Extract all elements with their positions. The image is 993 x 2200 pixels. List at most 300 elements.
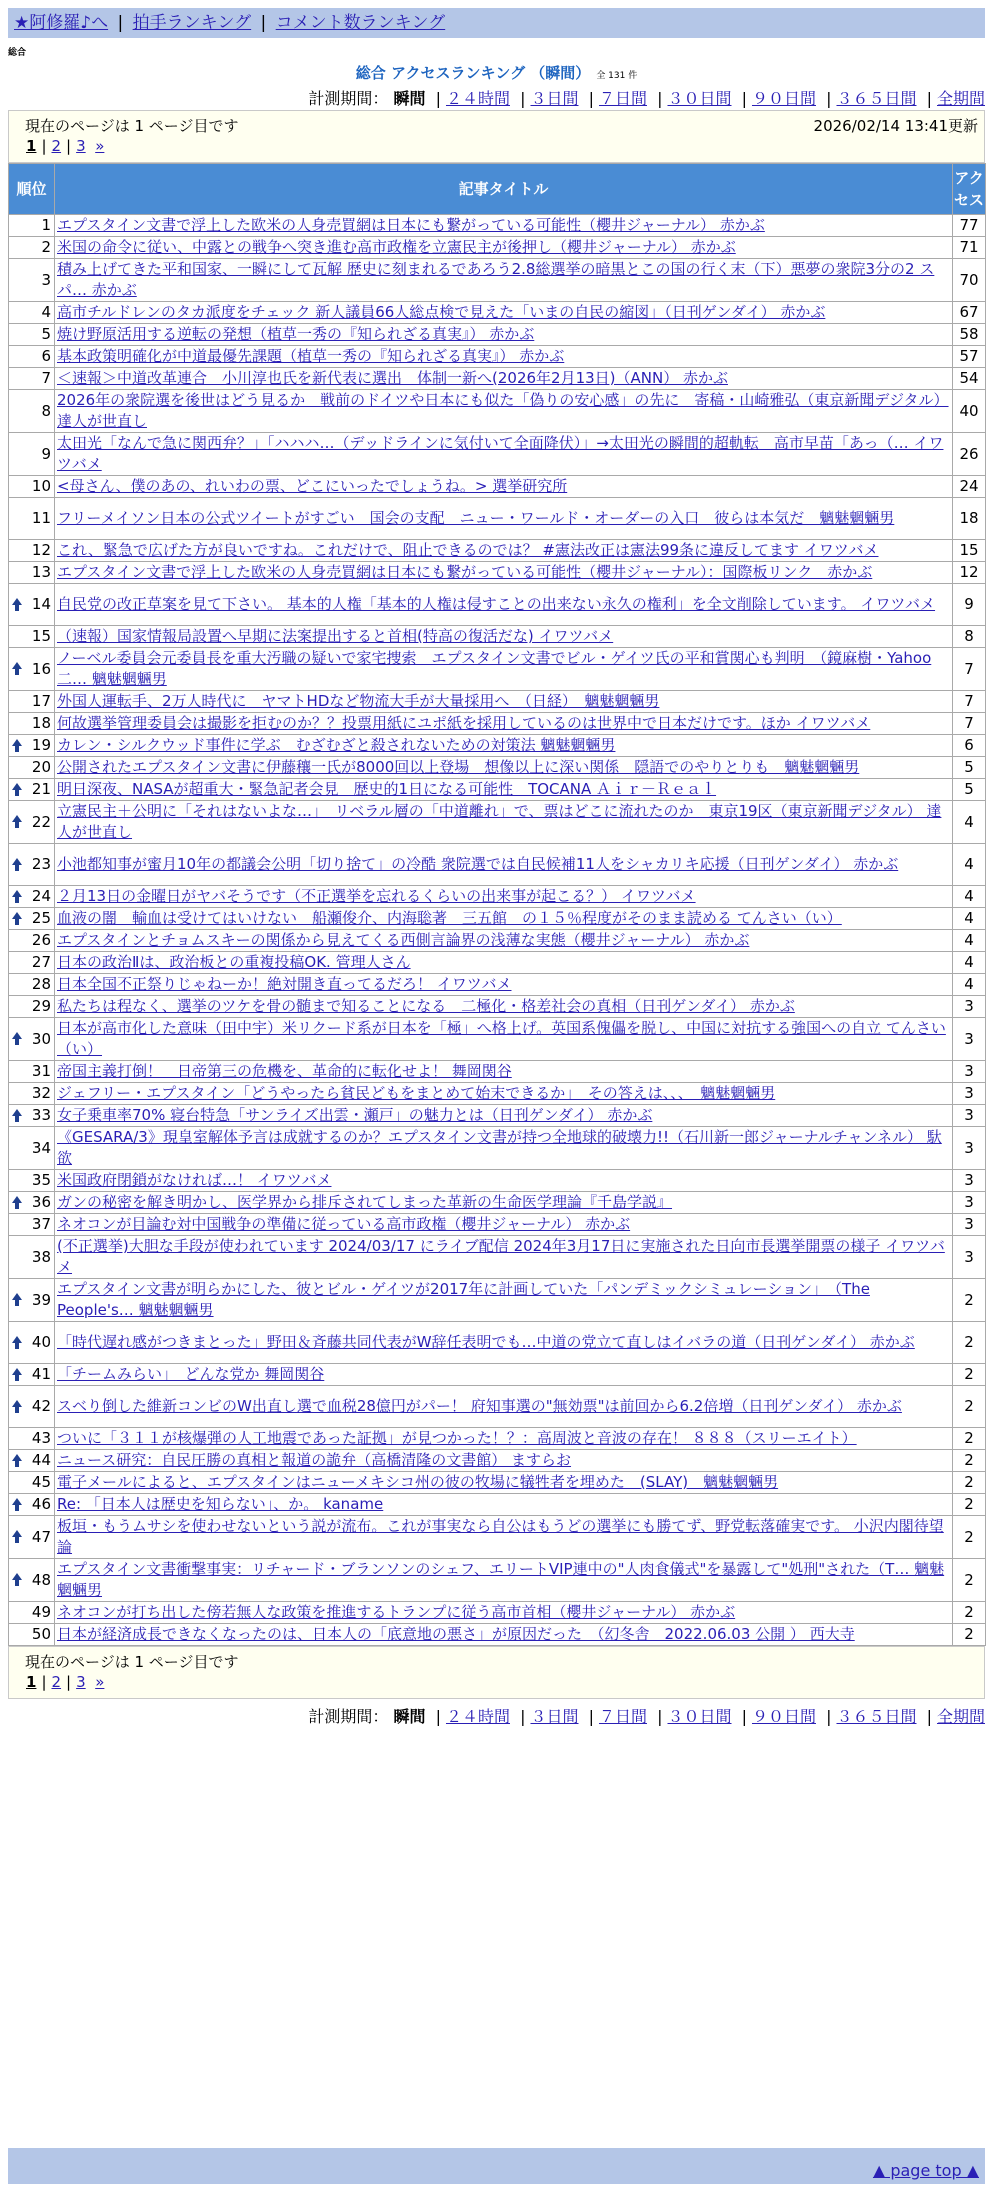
rank-cell (9, 1018, 55, 1061)
top-nav-bar (8, 8, 985, 38)
article-title-link[interactable]: ニュース研究：自民圧勝の真相と報道の詭弁（高橋清隆の文書館） ますらお (57, 1451, 572, 1469)
rank-cell (9, 930, 55, 952)
rank-number: 8 (41, 401, 51, 420)
table-row (9, 1450, 986, 1472)
rank-number: 45 (31, 1473, 51, 1491)
rank-number: 28 (31, 975, 51, 993)
access-count: 4 (953, 886, 986, 908)
section-label: 総合 (8, 48, 27, 58)
access-count: 15 (953, 540, 986, 562)
access-count: 4 (953, 801, 986, 844)
title-cell (55, 691, 953, 713)
period-selector-bottom (308, 1704, 985, 1727)
article-title-link[interactable]: 「時代遅れ感がつきまとった」野田＆斉藤共同代表がW辞任表明でも…中道の党立て直しはイバラの道（日刊ゲンダイ） 赤かぶ (57, 1333, 915, 1351)
page-link-2[interactable]: 2 (51, 137, 62, 155)
comment-ranking-link[interactable]: コメント数ランキング (275, 13, 446, 33)
rank-cell (9, 691, 55, 713)
access-count: 3 (953, 1018, 986, 1061)
rank-cell (9, 1127, 55, 1170)
article-title-link[interactable]: <母さん、僕のあの、れいわの票、どこにいったでしょうね。> 選挙研究所 (57, 477, 568, 495)
article-title-link[interactable]: エプスタイン文書が明らかにした、彼とビル・ゲイツが2017年に計画していた「パンデミックシミュレーション」 （The People's… 魑魅魍魎男 (57, 1280, 870, 1319)
rank-cell (9, 259, 55, 302)
rank-cell (9, 1105, 55, 1127)
period-separator: | (435, 1707, 441, 1726)
table-row (9, 801, 986, 844)
article-title-link[interactable]: 2026年の衆院選を後世はどう見るか 戦前のドイツや日本にも似た「偽りの安心感」の先に 寄稿・山崎雅弘（東京新聞デジタル） 達人が世直し (57, 391, 949, 430)
title-cell (55, 584, 953, 626)
page-info: 現在のページは 1 ページ目です (25, 117, 239, 135)
title-cell (55, 648, 953, 691)
period-option-all[interactable]: 全期間 (936, 1707, 985, 1726)
nav-separator: | (260, 13, 267, 33)
ranking-total-count: 全 131 件 (596, 71, 638, 81)
rank-cell (9, 1083, 55, 1105)
article-title-link[interactable]: 明日深夜、NASAが超重大・緊急記者会見 歴史的1日になる可能性 TOCANA Ａｉｒ－Ｒｅａｌ (57, 780, 717, 798)
access-count: 2 (953, 1279, 986, 1322)
ranking-title (0, 62, 993, 83)
ranking-title-text: 総合 アクセスランキング （瞬間） (355, 64, 591, 82)
rank-cell (9, 713, 55, 735)
rank-number: 7 (41, 369, 51, 387)
access-count: 4 (953, 844, 986, 886)
access-count: 4 (953, 952, 986, 974)
table-row (9, 886, 986, 908)
page-separator: | (41, 1673, 47, 1691)
table-row (9, 562, 986, 584)
table-row (9, 735, 986, 757)
article-title-link[interactable]: ＜速報＞中道改革連合 小川淳也氏を新代表に選出 体制一新へ(2026年2月13日)（ANN） 赤かぶ (57, 369, 728, 387)
article-title-link[interactable]: 「チームみらい」 どんな党か 舞岡関谷 (57, 1365, 325, 1383)
rank-cell (9, 757, 55, 779)
title-cell (55, 1192, 953, 1214)
rank-cell (9, 1192, 55, 1214)
period-separator: | (588, 1707, 594, 1726)
article-title-link[interactable]: 帝国主義打倒！ 日帝第三の危機を、革命的に転化せよ！ 舞岡関谷 (57, 1062, 512, 1080)
article-title-link[interactable]: Re: 「日本人は歴史を知らない」、か。 kaname (57, 1495, 384, 1513)
ranking-table (8, 163, 986, 1646)
rank-number: 27 (31, 953, 51, 971)
rank-cell (9, 1428, 55, 1450)
table-row (9, 1170, 986, 1192)
article-title-link[interactable]: 小池都知事が蜜月10年の都議会公明「切り捨て」の冷酷 衆院選では自民候補11人をシャカリキ応援（日刊ゲンダイ） 赤かぶ (57, 855, 899, 873)
clap-ranking-link[interactable]: 拍手ランキング (132, 13, 252, 33)
title-cell (55, 974, 953, 996)
rank-number: 30 (31, 1029, 51, 1048)
rank-number: 12 (31, 541, 51, 559)
title-cell (55, 1602, 953, 1624)
rank-cell (9, 498, 55, 540)
article-title-link[interactable]: 日本が高市化した意味（田中宇）米リクード系が日本を「極」へ格上げ。英国系傀儡を脱し、中国に対抗する強国への自立 てんさい（い） (57, 1019, 946, 1058)
rank-number: 43 (31, 1429, 51, 1447)
table-row (9, 1018, 986, 1061)
period-option-7d[interactable]: ７日間 (598, 1707, 647, 1726)
article-title-link[interactable]: 《GESARA/3》現皇室解体予言は成就するのか？エプスタイン文書が持つ全地球的破壊力!!（石川新一郎ジャーナルチャンネル） 馱欲 (57, 1128, 942, 1167)
access-count: 4 (953, 974, 986, 996)
article-title-link[interactable]: エプスタイン文書で浮上した欧米の人身売買網は日本にも繋がっている可能性（櫻井ジャーナル）：国際板リンク 赤かぶ (57, 563, 873, 581)
access-count: 5 (953, 757, 986, 779)
period-option-365d[interactable]: ３６５日間 (836, 1707, 917, 1726)
rank-cell (9, 1386, 55, 1428)
rank-number: 34 (31, 1138, 51, 1157)
article-title-link[interactable]: 米国政府閉鎖がなければ…！ イワツバメ (57, 1171, 332, 1189)
title-cell (55, 996, 953, 1018)
rank-cell (9, 1624, 55, 1646)
period-option-24h[interactable]: ２４時間 (445, 89, 510, 108)
title-cell (55, 302, 953, 324)
article-title-link[interactable]: ついに「３１１が核爆弾の人工地震であった証拠」が見つかった！？：高周波と音波の存在！ ８８８（スリーエイト） (57, 1429, 857, 1447)
access-count: 2 (953, 1322, 986, 1364)
rank-cell (9, 886, 55, 908)
period-option-3d[interactable]: ３日間 (530, 1707, 579, 1726)
access-count: 3 (953, 1170, 986, 1192)
period-separator: | (435, 89, 441, 108)
table-row (9, 648, 986, 691)
period-option-30d[interactable]: ３０日間 (667, 89, 732, 108)
page-separator: | (41, 137, 47, 155)
table-row (9, 1602, 986, 1624)
rank-cell (9, 952, 55, 974)
access-count: 26 (953, 433, 986, 476)
article-title-link[interactable]: フリーメイソン日本の公式ツイートがすごい 国会の支配 ニュー・ワールド・オーダーの入口 彼らは本気だ 魑魅魍魎男 (57, 509, 895, 527)
table-row (9, 1105, 986, 1127)
access-count: 57 (953, 346, 986, 368)
rank-cell (9, 779, 55, 801)
article-title-link[interactable]: 自民党の改正草案を見て下さい。 基本的人権「基本的人権は侵すことの出来ない永久の権利」を全文削除しています。 イワツバメ (57, 595, 936, 613)
article-title-link[interactable]: 米国の命令に従い、中露との戦争へ突き進む高市政権を立憲民主が後押し（櫻井ジャーナル） 赤かぶ (57, 238, 736, 256)
period-separator: | (520, 89, 526, 108)
updated-time: 2026/02/14 13:41更新 (813, 117, 978, 135)
table-row (9, 390, 986, 433)
rank-number: 19 (31, 736, 51, 754)
rank-number: 14 (31, 595, 51, 613)
table-row (9, 324, 986, 346)
period-option-24h[interactable]: ２４時間 (445, 1707, 510, 1726)
article-title-link[interactable]: 公開されたエプスタイン文書に伊藤穰一氏が8000回以上登場 想像以上に深い関係 隠語でのやりとりも 魑魅魍魎男 (57, 758, 860, 776)
article-title-link[interactable]: 積み上げてきた平和国家、一瞬にして瓦解 歴史に刻まれるであろう2.8総選挙の暗黒とこの国の行く末（下）悪夢の衆院3分の2 スパ… 赤かぶ (57, 260, 935, 299)
access-count: 40 (953, 390, 986, 433)
access-count: 3 (953, 1127, 986, 1170)
article-title-link[interactable]: エプスタイン文書で浮上した欧米の人身売買網は日本にも繋がっている可能性（櫻井ジャーナル） 赤かぶ (57, 216, 765, 234)
rank-number: 5 (41, 325, 51, 343)
table-row (9, 1624, 986, 1646)
access-count: 6 (953, 735, 986, 757)
title-cell (55, 1450, 953, 1472)
rank-number: 47 (31, 1527, 51, 1546)
period-separator: | (926, 1707, 932, 1726)
table-row (9, 952, 986, 974)
access-count: 70 (953, 259, 986, 302)
article-title-link[interactable]: スベり倒した維新コンビのW出直し選で血税28億円がパー！ 府知事選の"無効票"は前回から6.2倍増（日刊ゲンダイ） 赤かぶ (57, 1397, 902, 1415)
title-cell (55, 908, 953, 930)
access-count: 4 (953, 908, 986, 930)
access-count: 3 (953, 1192, 986, 1214)
period-option-365d[interactable]: ３６５日間 (836, 89, 917, 108)
table-row (9, 1214, 986, 1236)
rank-number: 24 (31, 887, 51, 905)
page-nav (26, 137, 104, 155)
title-cell (55, 1236, 953, 1279)
title-cell (55, 1559, 953, 1602)
title-cell (55, 540, 953, 562)
rank-number: 9 (41, 444, 51, 463)
table-row (9, 1061, 986, 1083)
period-label: 計測期間： (308, 89, 389, 108)
ranking-table-body (9, 215, 986, 1646)
rank-number: 49 (31, 1603, 51, 1621)
table-row (9, 996, 986, 1018)
title-cell (55, 952, 953, 974)
rank-cell (9, 1170, 55, 1192)
rank-number: 16 (31, 659, 51, 678)
rank-cell (9, 1364, 55, 1386)
title-cell (55, 1364, 953, 1386)
title-cell (55, 1170, 953, 1192)
access-count: 67 (953, 302, 986, 324)
next-page-link[interactable]: » (95, 1673, 105, 1691)
table-row (9, 302, 986, 324)
title-cell (55, 1279, 953, 1322)
title-cell (55, 259, 953, 302)
rank-cell (9, 215, 55, 237)
access-count: 71 (953, 237, 986, 259)
period-separator: | (826, 89, 832, 108)
title-cell (55, 626, 953, 648)
title-cell (55, 562, 953, 584)
title-cell (55, 498, 953, 540)
article-title-link[interactable]: 電子メールによると、エプスタインはニューメキシコ州の彼の牧場に犠牲者を埋めた (SLAY) 魑魅魍魎男 (57, 1473, 779, 1491)
rank-cell (9, 1516, 55, 1559)
title-cell (55, 1386, 953, 1428)
table-row (9, 1364, 986, 1386)
article-title-link[interactable]: 焼け野原活用する逆転の発想（植草一秀の『知られざる真実』） 赤かぶ (57, 325, 535, 343)
page-link-3[interactable]: 3 (76, 137, 86, 155)
period-option-7d[interactable]: ７日間 (598, 89, 647, 108)
rank-cell (9, 540, 55, 562)
article-title-link[interactable]: 高市チルドレンのタカ派度をチェック 新人議員66人総点検で見えた「いまの自民の縮図」（日刊ゲンダイ） 赤かぶ (57, 303, 826, 321)
home-link[interactable]: ★阿修羅♪へ (14, 13, 109, 33)
rank-cell (9, 302, 55, 324)
current-page: 1 (26, 137, 37, 155)
article-title-link[interactable]: 太田光「なんで急に関西弁？」「ハハハ…（デッドラインに気付いて全面降伏）」→太田光の瞬間的超軌転 高市早苗「あっ（… イワツバメ (57, 434, 944, 473)
rank-cell (9, 346, 55, 368)
table-row (9, 930, 986, 952)
page-link-3[interactable]: 3 (76, 1673, 86, 1691)
title-cell (55, 476, 953, 498)
table-row (9, 1494, 986, 1516)
article-title-link[interactable]: 女子乗車率70% 寝台特急「サンライズ出雲・瀬戸」の魅力とは（日刊ゲンダイ） 赤かぶ (57, 1106, 653, 1124)
rank-number: 44 (31, 1451, 51, 1469)
rank-number: 25 (31, 909, 51, 927)
table-row (9, 1236, 986, 1279)
article-title-link[interactable]: エプスタインとチョムスキーの関係から見えてくる西側言論界の浅薄な実態（櫻井ジャーナル） 赤かぶ (57, 931, 750, 949)
access-count: 7 (953, 648, 986, 691)
period-option-all[interactable]: 全期間 (936, 89, 985, 108)
rank-number: 10 (31, 477, 51, 495)
rank-number: 50 (31, 1625, 51, 1643)
table-row (9, 757, 986, 779)
period-separator: | (657, 1707, 663, 1726)
title-cell (55, 324, 953, 346)
rank-number: 11 (31, 509, 51, 527)
article-title-link[interactable]: 私たちは程なく、選挙のツケを骨の髄まで知ることになる 二極化・格差社会の真相（日刊ゲンダイ） 赤かぶ (57, 997, 795, 1015)
next-page-link[interactable]: » (95, 137, 105, 155)
rank-number: 15 (31, 627, 51, 645)
page-link-2[interactable]: 2 (51, 1673, 62, 1691)
period-option-90d[interactable]: ９０日間 (751, 1707, 816, 1726)
title-cell (55, 735, 953, 757)
table-row (9, 584, 986, 626)
article-title-link[interactable]: ２月13日の金曜日がヤバそうです（不正選挙を忘れるくらいの出来事が起こる？） イワツバメ (57, 887, 696, 905)
title-cell (55, 1214, 953, 1236)
rank-cell (9, 844, 55, 886)
current-page: 1 (26, 1673, 37, 1691)
rank-cell (9, 1472, 55, 1494)
title-cell (55, 1018, 953, 1061)
article-title-link[interactable]: ガンの秘密を解き明かし、医学界から排斥されてしまった革新の生命医学理論『千島学説』 (57, 1193, 673, 1211)
period-separator: | (657, 89, 663, 108)
article-title-link[interactable]: ネオコンが目論む対中国戦争の準備に従っている高市政権（櫻井ジャーナル） 赤かぶ (57, 1215, 631, 1233)
rank-cell (9, 1322, 55, 1364)
access-count: 58 (953, 324, 986, 346)
rank-number: 37 (31, 1215, 51, 1233)
period-option-3d[interactable]: ３日間 (530, 89, 579, 108)
rank-cell (9, 996, 55, 1018)
rank-number: 38 (31, 1247, 51, 1266)
period-separator: | (520, 1707, 526, 1726)
rank-number: 40 (31, 1333, 51, 1351)
article-title-link[interactable]: 血液の闇 輸血は受けてはいけない 船瀬俊介、内海聡著 三五館 の１５％程度がそのまま読める てんさい（い） (57, 909, 842, 927)
period-current: 瞬間 (393, 89, 426, 108)
article-title-link[interactable]: 基本政策明確化が中道最優先課題（植草一秀の『知られざる真実』） 赤かぶ (57, 347, 565, 365)
rank-number: 32 (31, 1084, 51, 1102)
title-cell (55, 757, 953, 779)
article-title-link[interactable]: 日本の政治Ⅱは、政治板との重複投稿OK. 管理人さん (57, 953, 411, 971)
title-cell (55, 368, 953, 390)
rank-cell (9, 1494, 55, 1516)
title-cell (55, 713, 953, 735)
table-row (9, 713, 986, 735)
access-count: 2 (953, 1472, 986, 1494)
rank-cell (9, 1559, 55, 1602)
rank-number: 42 (31, 1397, 51, 1415)
access-count: 18 (953, 498, 986, 540)
access-count: 2 (953, 1450, 986, 1472)
page-nav (26, 1673, 104, 1691)
rank-cell (9, 390, 55, 433)
rank-cell (9, 562, 55, 584)
rank-cell (9, 626, 55, 648)
access-count: 4 (953, 930, 986, 952)
rank-number: 1 (41, 216, 51, 234)
table-row (9, 974, 986, 996)
rank-number: 21 (31, 780, 51, 798)
table-row (9, 259, 986, 302)
rank-number: 31 (31, 1062, 51, 1080)
rank-number: 17 (31, 692, 51, 710)
rank-number: 48 (31, 1570, 51, 1589)
article-title-link[interactable]: ジェフリー・エプスタイン「どうやったら貧民どもをまとめて始末できるか」 その答えは、、、 魑魅魍魎男 (57, 1084, 776, 1102)
article-title-link[interactable]: 外国人運転手、2万人時代に ヤマトHDなど物流大手が大量採用へ （日経） 魑魅魍魎男 (57, 692, 660, 710)
rank-cell (9, 1602, 55, 1624)
access-count: 2 (953, 1364, 986, 1386)
title-cell (55, 346, 953, 368)
access-count: 7 (953, 691, 986, 713)
access-count: 9 (953, 584, 986, 626)
table-row (9, 1386, 986, 1428)
rank-number: 13 (31, 563, 51, 581)
rank-cell (9, 584, 55, 626)
table-row (9, 215, 986, 237)
page-info: 現在のページは 1 ページ目です (25, 1653, 239, 1671)
rank-number: 22 (31, 812, 51, 831)
article-title-link[interactable]: エプスタイン文書衝撃事実：リチャード・ブランソンのシェフ、エリートVIP連中の"人肉食儀式"を暴露して"処刑"された（T… 魑魅魍魎男 (57, 1560, 945, 1599)
title-cell (55, 1428, 953, 1450)
table-row (9, 476, 986, 498)
table-row (9, 908, 986, 930)
period-separator: | (588, 89, 594, 108)
access-column-header: アクセス (953, 164, 986, 215)
pager-top (8, 110, 985, 163)
rank-column-header: 順位 (9, 164, 55, 215)
period-separator: | (741, 1707, 747, 1726)
article-title-link[interactable]: ネオコンが打ち出した傍若無人な政策を推進するトランプに従う高市首相（櫻井ジャーナル） 赤かぶ (57, 1603, 736, 1621)
title-cell (55, 433, 953, 476)
rank-number: 29 (31, 997, 51, 1015)
rank-cell (9, 1236, 55, 1279)
article-title-link[interactable]: 立憲民主＋公明に「それはないよな…」 リベラル層の「中道離れ」で、票はどこに流れたのか 東京19区（東京新聞デジタル） 達人が世直し (57, 802, 942, 841)
rank-number: 23 (31, 855, 51, 873)
rank-cell (9, 433, 55, 476)
page-top-link[interactable]: ▲ page top ▲ (872, 2161, 979, 2180)
title-cell (55, 1516, 953, 1559)
article-title-link[interactable]: 日本が経済成長できなくなったのは、日本人の「底意地の悪さ」が原因だった （幻冬舎 2022.06.03 公開 ） 西大寺 (57, 1625, 855, 1643)
article-title-link[interactable]: 日本全国不正祭りじゃねーか！絶対開き直ってるだろ！ イワツバメ (57, 975, 512, 993)
table-row (9, 1279, 986, 1322)
rank-number: 18 (31, 714, 51, 732)
article-title-link[interactable]: 何故選挙管理委員会は撮影を拒むのか？？投票用紙にユポ紙を採用しているのは世界中で日本だけです。ほか イワツバメ (57, 714, 871, 732)
rank-cell (9, 735, 55, 757)
table-row (9, 1559, 986, 1602)
access-count: 3 (953, 1214, 986, 1236)
access-count: 7 (953, 713, 986, 735)
access-count: 54 (953, 368, 986, 390)
rank-cell (9, 908, 55, 930)
period-current: 瞬間 (393, 1707, 426, 1726)
rank-number: 6 (41, 347, 51, 365)
rank-cell (9, 1450, 55, 1472)
article-title-link[interactable]: （速報）国家情報局設置へ早期に法案提出すると首相(特高の復活だな) イワツバメ (57, 627, 614, 645)
article-title-link[interactable]: これ、緊急で広げた方が良いですね。これだけで、阻止できるのでは？ #憲法改正は憲法99条に違反してます イワツバメ (57, 541, 879, 559)
rank-number: 33 (31, 1106, 51, 1124)
rank-number: 4 (41, 303, 51, 321)
period-separator: | (826, 1707, 832, 1726)
title-cell (55, 390, 953, 433)
rank-number: 36 (31, 1193, 51, 1211)
access-count: 8 (953, 626, 986, 648)
article-title-link[interactable]: (不正選挙)大胆な手段が使われています 2024/03/17 にライブ配信 2024年3月17日に実施された日向市長選挙開票の様子 イワツバメ (57, 1237, 945, 1276)
table-row (9, 433, 986, 476)
article-title-link[interactable]: ノーベル委員会元委員長を重大汚職の疑いで家宅捜索 エプスタイン文書でビル・ゲイツ氏の平和賞関心も判明 （鏡麻樹・Yahoo二… 魑魅魍魎男 (57, 649, 932, 688)
period-option-30d[interactable]: ３０日間 (667, 1707, 732, 1726)
title-cell (55, 1083, 953, 1105)
period-option-90d[interactable]: ９０日間 (751, 89, 816, 108)
table-row (9, 844, 986, 886)
rank-cell (9, 1279, 55, 1322)
article-title-link[interactable]: 板垣・もうムサシを使わせないという説が流布。これが事実なら自公はもうどの選挙にも勝てず、野党転落確実です。 小沢内閣待望論 (57, 1517, 944, 1556)
access-count: 2 (953, 1494, 986, 1516)
article-title-link[interactable]: カレン・シルクウッド事件に学ぶ むざむざと殺されないための対策法 魑魅魍魎男 (57, 736, 616, 754)
period-label: 計測期間： (308, 1707, 389, 1726)
